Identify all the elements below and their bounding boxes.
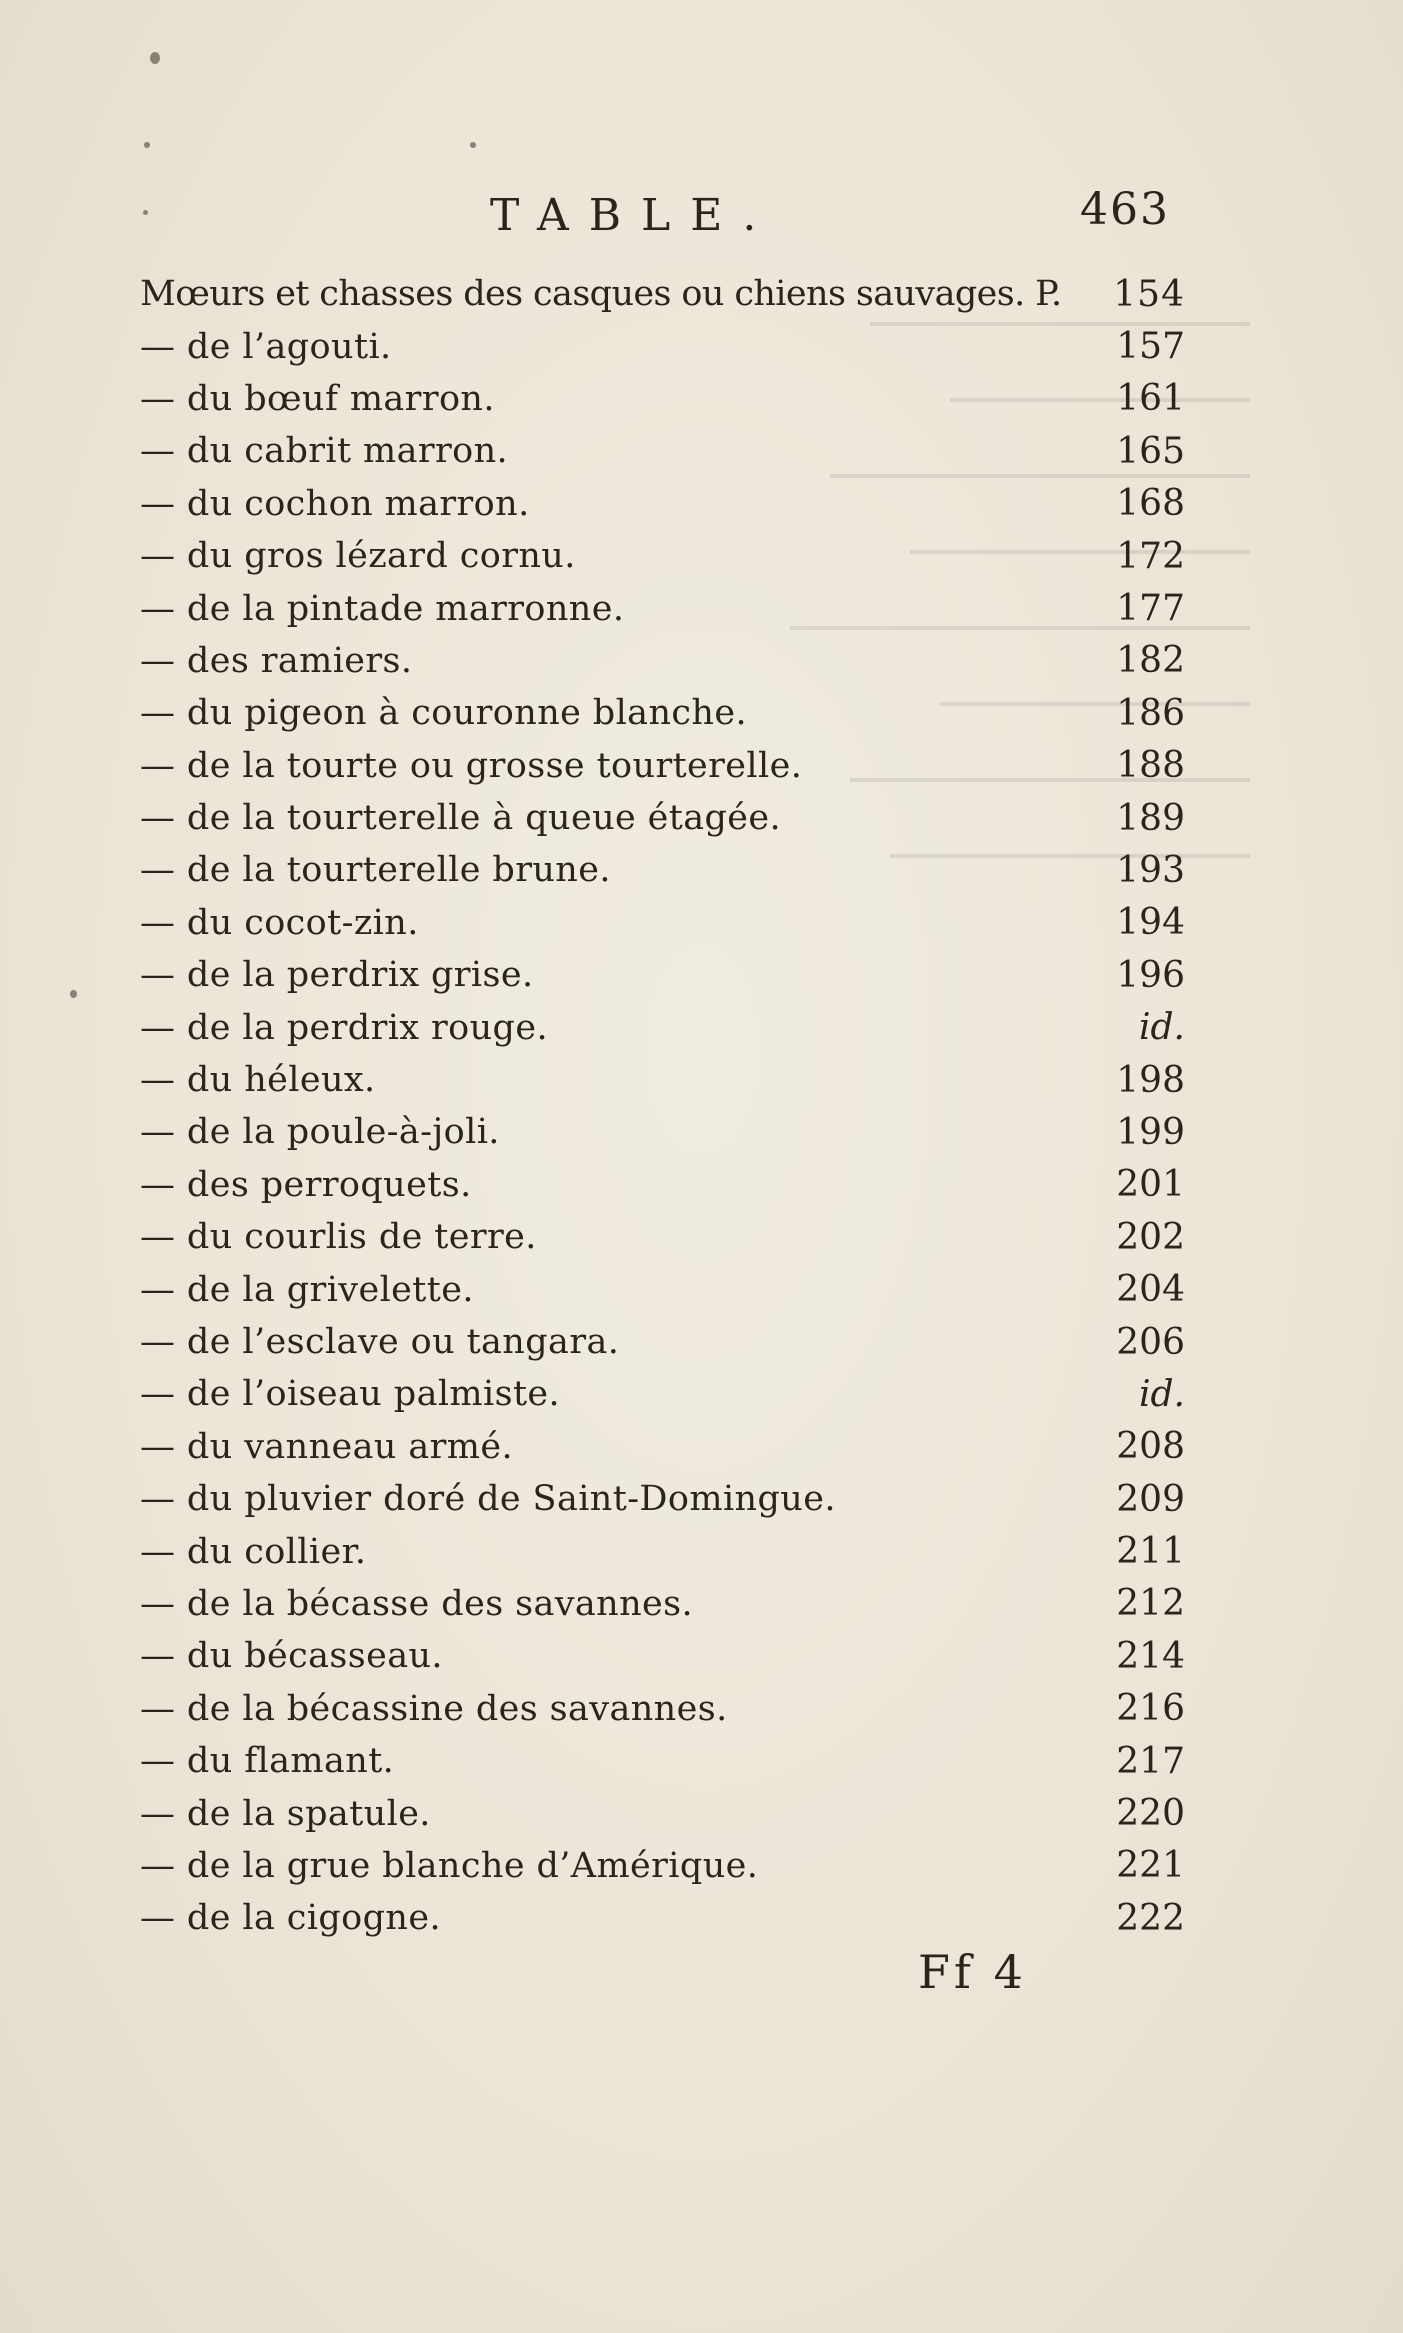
toc-entry-label: — de la spatule. (140, 1793, 431, 1834)
toc-entry-label: — du héleux. (140, 1060, 376, 1101)
toc-entry (140, 1316, 1185, 1368)
toc-entry (140, 1840, 1185, 1892)
toc-entry-label: — du bœuf marron. (140, 378, 495, 419)
toc-entry-label: — du vanneau armé. (140, 1426, 513, 1467)
toc-entry (140, 1211, 1185, 1263)
toc-entry-page: 182 (1116, 640, 1185, 682)
toc-entry-label: — de l’agouti. (140, 326, 392, 367)
toc-entry-page: id. (1138, 1373, 1185, 1415)
toc-entry-page: 208 (1116, 1426, 1185, 1468)
toc-entry-page: 202 (1116, 1216, 1185, 1258)
toc-entry (140, 1630, 1185, 1682)
ink-speck (144, 142, 150, 148)
toc-entry-label: — du bécasseau. (140, 1636, 443, 1677)
toc-entry (140, 1368, 1185, 1420)
toc-entry (140, 687, 1185, 739)
ink-speck (470, 142, 476, 148)
toc-entry-label: — de la cigogne. (140, 1898, 442, 1939)
toc-entry (140, 582, 1185, 634)
toc-entry-page: 161 (1116, 378, 1185, 420)
toc-entry-label: — du cochon marron. (140, 483, 530, 524)
toc-entry-label: — du gros lézard cornu. (140, 536, 576, 577)
toc-entry (140, 530, 1185, 582)
toc-entry-label: — du collier. (140, 1531, 367, 1572)
toc-entry (140, 897, 1185, 949)
toc-entry-label: — de la poule-à-joli. (140, 1112, 500, 1153)
toc-entry-page: 212 (1116, 1583, 1185, 1625)
toc-entry (140, 792, 1185, 844)
signature-mark: Ff 4 (918, 1945, 1027, 1999)
toc-entry (140, 1106, 1185, 1158)
toc-entry-page: 214 (1116, 1635, 1185, 1677)
toc-entry (140, 1263, 1185, 1315)
ink-speck (70, 990, 77, 998)
toc-entry-label: — de la grivelette. (140, 1269, 474, 1310)
toc-entry-page: 168 (1116, 483, 1185, 525)
toc-entry-page: 206 (1116, 1321, 1185, 1363)
page-title: TABLE. (490, 190, 777, 241)
toc-entry-label: — du pigeon à couronne blanche. (140, 693, 747, 734)
toc-entry (140, 1787, 1185, 1839)
toc-entry-page: 193 (1116, 849, 1185, 891)
toc-entry (140, 320, 1185, 372)
toc-entry-label: — du cabrit marron. (140, 431, 509, 472)
toc-entry-label: — des perroquets. (140, 1164, 472, 1205)
toc-entry-page: 211 (1116, 1531, 1185, 1573)
toc-entry (140, 1159, 1185, 1211)
toc-entry-page: 196 (1116, 954, 1185, 996)
toc-entry (140, 1054, 1185, 1106)
toc-entry-label: — de la tourterelle à queue étagée. (140, 798, 782, 839)
toc-entry-label: — des ramiers. (140, 640, 413, 681)
toc-entry-label: — de la bécassine des savannes. (140, 1688, 728, 1729)
toc-entry-page: 204 (1116, 1269, 1185, 1311)
toc-entry-label: — du flamant. (140, 1741, 395, 1782)
toc-entry (140, 1001, 1185, 1053)
toc-entry-label: — de la bécasse des savannes. (140, 1583, 694, 1624)
toc-entry-label: — de la pintade marronne. (140, 588, 625, 629)
toc-entry-page: 216 (1116, 1688, 1185, 1730)
toc-entry (140, 1578, 1185, 1630)
toc-entry (140, 740, 1185, 792)
toc-entry-label: — de la grue blanche d’Amérique. (140, 1845, 759, 1886)
toc-entry (140, 1525, 1185, 1577)
toc-entry-label: — de la tourterelle brune. (140, 850, 611, 891)
toc-entry (140, 1683, 1185, 1735)
running-header (140, 184, 1170, 250)
toc-entry-page: 186 (1116, 692, 1185, 734)
toc-entry-page: 157 (1116, 326, 1185, 368)
toc-entry (140, 268, 1185, 320)
toc-entry-page: id. (1138, 1007, 1185, 1049)
toc-entry (140, 949, 1185, 1001)
toc-entry-page: 220 (1116, 1793, 1185, 1835)
table-of-contents (140, 268, 1185, 1945)
page-number: 463 (1080, 184, 1170, 235)
toc-entry-page: 217 (1116, 1740, 1185, 1782)
toc-entry-page: 198 (1116, 1059, 1185, 1101)
toc-entry (140, 1421, 1185, 1473)
toc-entry (140, 635, 1185, 687)
toc-entry (140, 1473, 1185, 1525)
toc-entry-page: 199 (1116, 1111, 1185, 1153)
toc-entry-label: — de la perdrix rouge. (140, 1007, 548, 1048)
ink-speck (150, 52, 160, 64)
toc-entry (140, 425, 1185, 477)
toc-entry-page: 172 (1116, 535, 1185, 577)
toc-entry (140, 1892, 1185, 1944)
toc-entry-label: — du courlis de terre. (140, 1217, 537, 1258)
toc-entry-page: 221 (1116, 1845, 1185, 1887)
toc-entry-page: 222 (1116, 1897, 1185, 1939)
toc-entry-page: 165 (1116, 430, 1185, 472)
toc-entry-label: — de l’oiseau palmiste. (140, 1374, 561, 1415)
toc-entry-page: 209 (1116, 1478, 1185, 1520)
toc-entry-page: 201 (1116, 1164, 1185, 1206)
toc-entry-page: 188 (1116, 745, 1185, 787)
toc-entry-label: — du cocot-zin. (140, 902, 419, 943)
toc-entry-label: — du pluvier doré de Saint-Domingue. (140, 1479, 836, 1520)
toc-entry-page: 194 (1116, 902, 1185, 944)
toc-entry (140, 844, 1185, 896)
toc-entry (140, 478, 1185, 530)
toc-entry-page: 189 (1116, 797, 1185, 839)
toc-entry-label: — de la tourte ou grosse tourterelle. (140, 745, 803, 786)
toc-entry-page: 177 (1116, 588, 1185, 630)
toc-entry (140, 373, 1185, 425)
toc-entry (140, 1735, 1185, 1787)
toc-entry-label: — de la perdrix grise. (140, 955, 534, 996)
toc-entry-page: 154 (1113, 273, 1185, 315)
toc-entry-label: — de l’esclave ou tangara. (140, 1322, 620, 1362)
toc-entry-label: Mœurs et chasses des casques ou chiens sauvages. P. (140, 274, 1062, 315)
